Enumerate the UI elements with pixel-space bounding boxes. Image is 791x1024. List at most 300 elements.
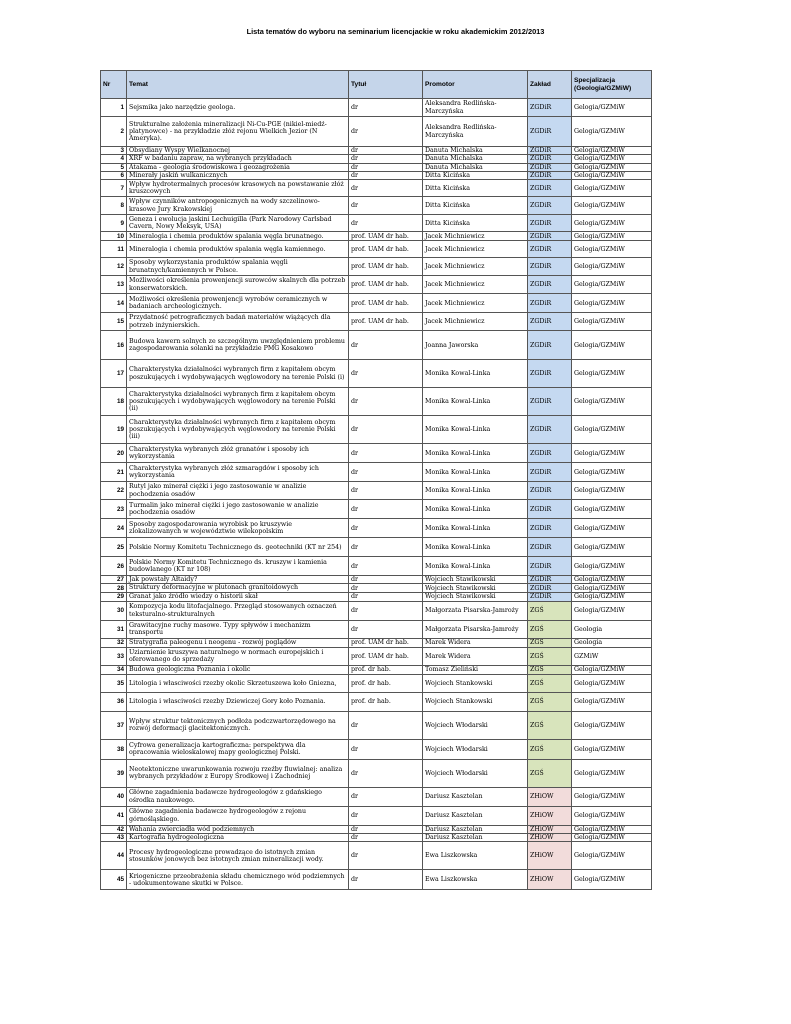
row-temat: Budowa geologiczna Poznania i okolic xyxy=(127,665,349,674)
row-nr: 33 xyxy=(101,647,127,665)
table-row xyxy=(101,538,652,557)
row-nr: 39 xyxy=(101,759,127,787)
table-row xyxy=(101,584,652,592)
row-tytul: dr xyxy=(349,500,423,519)
row-nr: 5 xyxy=(101,163,127,171)
row-temat: Mineralogia i chemia produktów spalania węgla brunatnego. xyxy=(127,232,349,241)
row-zaklad: ZGDiR xyxy=(528,197,572,215)
row-specjalizacja: Gelogia/GZMiW xyxy=(572,463,652,482)
row-promotor: Ewa Liszkowska xyxy=(423,870,528,890)
row-zaklad: ZGDiR xyxy=(528,416,572,444)
row-specjalizacja: Gelogia/GZMiW xyxy=(572,692,652,711)
row-specjalizacja: Gelogia/GZMiW xyxy=(572,331,652,360)
row-nr: 14 xyxy=(101,294,127,313)
table-row xyxy=(101,197,652,215)
table-row xyxy=(101,825,652,833)
table-row xyxy=(101,360,652,388)
row-promotor: Dariusz Kasztelan xyxy=(423,806,528,825)
row-nr: 2 xyxy=(101,117,127,147)
row-zaklad: ZGŚ xyxy=(528,692,572,711)
row-nr: 8 xyxy=(101,197,127,215)
row-promotor: Monika Kowal-Linka xyxy=(423,360,528,388)
row-temat: Przydatność petrograficznych badań materiałów wiążących dla potrzeb inżynierskich. xyxy=(127,313,349,331)
row-nr: 4 xyxy=(101,155,127,163)
table-row xyxy=(101,739,652,759)
row-promotor: Wojciech Stawikowski xyxy=(423,584,528,592)
row-specjalizacja: Gelogia/GZMiW xyxy=(572,842,652,870)
row-zaklad: ZHiOW xyxy=(528,787,572,806)
table-row xyxy=(101,276,652,294)
row-tytul: prof. UAM dr hab. xyxy=(349,638,423,647)
row-specjalizacja: Gelogia/GZMiW xyxy=(572,99,652,117)
table-row xyxy=(101,692,652,711)
row-specjalizacja: Gelogia/GZMiW xyxy=(572,538,652,557)
row-nr: 35 xyxy=(101,674,127,692)
row-temat: Wpływ hydrotermalnych procesów krasowych na powstawanie złóż kruszcowych xyxy=(127,180,349,197)
row-tytul: prof. UAM dr hab. xyxy=(349,294,423,313)
row-zaklad: ZGDiR xyxy=(528,117,572,147)
row-temat: Strukturalne założenia mineralizacji Ni-Cu-PGE (nikiel-miedź-platynowce) - na przykładzie złóż rejonu Wielkich Jezior (N Ameryka). xyxy=(127,117,349,147)
row-nr: 41 xyxy=(101,806,127,825)
table-row xyxy=(101,665,652,674)
row-zaklad: ZGŚ xyxy=(528,638,572,647)
row-specjalizacja: Gelogia/GZMiW xyxy=(572,711,652,739)
row-promotor: Dariusz Kasztelan xyxy=(423,834,528,842)
row-temat: Polskie Normy Komitetu Technicznego ds. kruszyw i kamienia budowlanego (KT nr 108) xyxy=(127,557,349,576)
row-zaklad: ZGDiR xyxy=(528,444,572,463)
row-zaklad: ZGDiR xyxy=(528,313,572,331)
row-nr: 1 xyxy=(101,99,127,117)
row-nr: 6 xyxy=(101,171,127,179)
row-temat: Wpływ struktur tektonicznych podłoża podczwartorzędowego na rozwój deformacji glacitektonicznych. xyxy=(127,711,349,739)
table-row xyxy=(101,163,652,171)
table-row xyxy=(101,241,652,258)
row-specjalizacja: Gelogia/GZMiW xyxy=(572,388,652,416)
row-specjalizacja: Gelogia/GZMiW xyxy=(572,834,652,842)
row-temat: Granat jako źródło wiedzy o historii skał xyxy=(127,592,349,601)
row-specjalizacja: Gelogia/GZMiW xyxy=(572,576,652,584)
row-temat: Możliwości określenia prowenjencji surowców skalnych dla potrzeb konserwatorskich. xyxy=(127,276,349,294)
row-tytul: dr xyxy=(349,99,423,117)
row-temat: Kartografia hydrogeologiczna xyxy=(127,834,349,842)
row-specjalizacja: Gelogia/GZMiW xyxy=(572,294,652,313)
row-specjalizacja: Gelogia/GZMiW xyxy=(572,519,652,538)
row-promotor: Ewa Liszkowska xyxy=(423,842,528,870)
row-specjalizacja: Gelogia/GZMiW xyxy=(572,665,652,674)
row-specjalizacja: Gelogia/GZMiW xyxy=(572,313,652,331)
table-row xyxy=(101,482,652,500)
row-tytul: dr xyxy=(349,388,423,416)
row-temat: Sposoby wykorzystania produktów spalania węgli brunatnych/kamiennych w Polsce. xyxy=(127,258,349,276)
row-tytul: dr xyxy=(349,117,423,147)
table-row xyxy=(101,180,652,197)
row-specjalizacja: Gelogia/GZMiW xyxy=(572,258,652,276)
row-tytul: dr xyxy=(349,331,423,360)
row-specjalizacja: Gelogia/GZMiW xyxy=(572,215,652,232)
table-row xyxy=(101,620,652,638)
row-temat: Procesy hydrogeologiczne prowadzące do istotnych zmian stosunków jonowych bez istotnych zmian mineralizacji wody. xyxy=(127,842,349,870)
table-row xyxy=(101,870,652,890)
row-tytul: dr xyxy=(349,147,423,155)
row-zaklad: ZGDiR xyxy=(528,519,572,538)
table-row xyxy=(101,294,652,313)
row-promotor: Jacek Michniewicz xyxy=(423,313,528,331)
row-specjalizacja: Gelogia/GZMiW xyxy=(572,601,652,620)
row-specjalizacja: Gelogia/GZMiW xyxy=(572,584,652,592)
row-promotor: Ditta Kicińska xyxy=(423,171,528,179)
table-row xyxy=(101,171,652,179)
row-tytul: dr xyxy=(349,842,423,870)
row-nr: 36 xyxy=(101,692,127,711)
row-specjalizacja: Geologia xyxy=(572,620,652,638)
row-zaklad: ZGDiR xyxy=(528,294,572,313)
row-nr: 40 xyxy=(101,787,127,806)
row-nr: 17 xyxy=(101,360,127,388)
row-specjalizacja: Geologia xyxy=(572,638,652,647)
row-promotor: Jacek Michniewicz xyxy=(423,258,528,276)
row-specjalizacja: Gelogia/GZMiW xyxy=(572,825,652,833)
row-specjalizacja: Gelogia/GZMiW xyxy=(572,147,652,155)
row-specjalizacja: Gelogia/GZMiW xyxy=(572,163,652,171)
row-tytul: dr xyxy=(349,215,423,232)
row-temat: Mineralogia i chemia produktów spalania węgla kamiennego. xyxy=(127,241,349,258)
row-zaklad: ZGDiR xyxy=(528,258,572,276)
row-tytul: dr xyxy=(349,787,423,806)
table-row xyxy=(101,99,652,117)
row-promotor: Monika Kowal-Linka xyxy=(423,416,528,444)
row-promotor: Monika Kowal-Linka xyxy=(423,557,528,576)
row-zaklad: ZGDiR xyxy=(528,163,572,171)
row-specjalizacja: Gelogia/GZMiW xyxy=(572,416,652,444)
row-specjalizacja: Gelogia/GZMiW xyxy=(572,557,652,576)
row-tytul: dr xyxy=(349,360,423,388)
row-promotor: Jacek Michniewicz xyxy=(423,276,528,294)
row-nr: 29 xyxy=(101,592,127,601)
topics-table xyxy=(100,70,652,890)
row-zaklad: ZGŚ xyxy=(528,665,572,674)
row-specjalizacja: Gelogia/GZMiW xyxy=(572,500,652,519)
page-title: Lista tematów do wyboru na seminarium licencjackie w roku akademickim 2012/2013 xyxy=(246,27,545,36)
header-tytul: Tytuł xyxy=(349,71,423,99)
row-specjalizacja: Gelogia/GZMiW xyxy=(572,592,652,601)
table-row xyxy=(101,834,652,842)
row-nr: 26 xyxy=(101,557,127,576)
row-specjalizacja: Gelogia/GZMiW xyxy=(572,180,652,197)
table-row xyxy=(101,117,652,147)
row-tytul: dr xyxy=(349,806,423,825)
row-promotor: Aleksandra Redlińska-Marczyńska xyxy=(423,99,528,117)
row-nr: 19 xyxy=(101,416,127,444)
row-zaklad: ZGDiR xyxy=(528,180,572,197)
row-promotor: Monika Kowal-Linka xyxy=(423,500,528,519)
row-zaklad: ZGDiR xyxy=(528,276,572,294)
row-promotor: Monika Kowal-Linka xyxy=(423,482,528,500)
row-tytul: dr xyxy=(349,739,423,759)
row-promotor: Danuta Michalska xyxy=(423,147,528,155)
row-zaklad: ZGDiR xyxy=(528,99,572,117)
table-row xyxy=(101,500,652,519)
row-tytul: dr xyxy=(349,825,423,833)
row-promotor: Wojciech Stawikowski xyxy=(423,576,528,584)
row-zaklad: ZGDiR xyxy=(528,171,572,179)
row-zaklad: ZHiOW xyxy=(528,870,572,890)
row-specjalizacja: GZMiW xyxy=(572,647,652,665)
row-zaklad: ZGDiR xyxy=(528,538,572,557)
table-row xyxy=(101,258,652,276)
row-promotor: Monika Kowal-Linka xyxy=(423,444,528,463)
row-nr: 24 xyxy=(101,519,127,538)
row-temat: Turmalin jako minerał ciężki i jego zastosowanie w analizie pochodzenia osadów xyxy=(127,500,349,519)
row-temat: Charakterystyka działalności wybranych firm z kapitałem obcym poszukujących i wydobywających węglowodory na terenie Polski (ii) xyxy=(127,388,349,416)
row-promotor: Wojciech Włodarski xyxy=(423,739,528,759)
row-nr: 31 xyxy=(101,620,127,638)
row-nr: 25 xyxy=(101,538,127,557)
row-promotor: Monika Kowal-Linka xyxy=(423,519,528,538)
row-temat: Uziarnienie kruszywa naturalnego w normach europejskich i oferowanego do sprzedaży xyxy=(127,647,349,665)
row-temat: Atakama - geologia środowiskowa i geozagrożenia xyxy=(127,163,349,171)
row-temat: Wahania zwierciadła wód podziemnych xyxy=(127,825,349,833)
row-temat: Budowa kawern solnych ze szczególnym uwzględnieniem problemu zagospodarowania solanki na przykładzie PMG Kosakowo xyxy=(127,331,349,360)
row-temat: Litologia i własciwości rzezby Dziewiczej Gory koło Poznania. xyxy=(127,692,349,711)
row-tytul: dr xyxy=(349,416,423,444)
row-nr: 15 xyxy=(101,313,127,331)
table-row xyxy=(101,232,652,241)
row-nr: 43 xyxy=(101,834,127,842)
row-promotor: Monika Kowal-Linka xyxy=(423,463,528,482)
row-zaklad: ZGDiR xyxy=(528,576,572,584)
row-promotor: Dariusz Kasztelan xyxy=(423,787,528,806)
row-nr: 3 xyxy=(101,147,127,155)
row-tytul: prof. UAM dr hab. xyxy=(349,232,423,241)
row-tytul: dr xyxy=(349,711,423,739)
row-zaklad: ZHiOW xyxy=(528,806,572,825)
header-specjalizacja: Specjalizacja (Geologia/GZMiW) xyxy=(572,71,652,99)
row-tytul: prof. dr hab. xyxy=(349,665,423,674)
row-nr: 38 xyxy=(101,739,127,759)
row-promotor: Ditta Kicińska xyxy=(423,197,528,215)
row-temat: Minerały jaskiń wulkanicznych xyxy=(127,171,349,179)
header-nr: Nr xyxy=(101,71,127,99)
row-nr: 20 xyxy=(101,444,127,463)
row-zaklad: ZGDiR xyxy=(528,500,572,519)
row-promotor: Jacek Michniewicz xyxy=(423,232,528,241)
row-zaklad: ZGŚ xyxy=(528,711,572,739)
table-row xyxy=(101,806,652,825)
row-tytul: dr xyxy=(349,463,423,482)
row-promotor: Ditta Kicińska xyxy=(423,215,528,232)
table-row xyxy=(101,842,652,870)
row-temat: Kriogeniczne przeobrażenia składu chemicznego wód podziemnych - udokumentowane skutki w Polsce. xyxy=(127,870,349,890)
row-promotor: Monika Kowal-Linka xyxy=(423,538,528,557)
row-specjalizacja: Gelogia/GZMiW xyxy=(572,482,652,500)
row-specjalizacja: Gelogia/GZMiW xyxy=(572,870,652,890)
table-row xyxy=(101,147,652,155)
row-tytul: dr xyxy=(349,576,423,584)
row-nr: 34 xyxy=(101,665,127,674)
row-tytul: dr xyxy=(349,870,423,890)
row-promotor: Danuta Michalska xyxy=(423,155,528,163)
table-row xyxy=(101,331,652,360)
header-temat: Temat xyxy=(127,71,349,99)
row-promotor: Wojciech Stankowski xyxy=(423,674,528,692)
row-tytul: dr xyxy=(349,444,423,463)
table-row xyxy=(101,601,652,620)
table-row xyxy=(101,557,652,576)
row-temat: Litologia i własciwości rzezby okolic Skrzetuszewa koło Gniezna, xyxy=(127,674,349,692)
row-specjalizacja: Gelogia/GZMiW xyxy=(572,759,652,787)
row-promotor: Wojciech Stawikowski xyxy=(423,592,528,601)
row-tytul: dr xyxy=(349,519,423,538)
table-header-row xyxy=(101,71,652,99)
row-zaklad: ZGDiR xyxy=(528,155,572,163)
table-row xyxy=(101,787,652,806)
row-promotor: Marek Widera xyxy=(423,647,528,665)
row-nr: 21 xyxy=(101,463,127,482)
row-specjalizacja: Gelogia/GZMiW xyxy=(572,171,652,179)
row-specjalizacja: Gelogia/GZMiW xyxy=(572,155,652,163)
row-specjalizacja: Gelogia/GZMiW xyxy=(572,276,652,294)
row-temat: Sposoby zagospodarowania wyrobisk po kruszywie zlokalizowanych w województwie wilekopolskim xyxy=(127,519,349,538)
row-temat: Główne zagadnienia badawcze hydrogeologów z rejonu górnośląskiego. xyxy=(127,806,349,825)
row-tytul: prof. UAM dr hab. xyxy=(349,647,423,665)
row-promotor: Wojciech Włodarski xyxy=(423,759,528,787)
row-promotor: Dariusz Kasztelan xyxy=(423,825,528,833)
header-promotor: Promotor xyxy=(423,71,528,99)
row-nr: 22 xyxy=(101,482,127,500)
row-zaklad: ZGŚ xyxy=(528,620,572,638)
row-temat: XRF w badaniu zapraw, na wybranych przykładach xyxy=(127,155,349,163)
row-nr: 23 xyxy=(101,500,127,519)
row-tytul: dr xyxy=(349,197,423,215)
row-tytul: dr xyxy=(349,592,423,601)
table-row xyxy=(101,444,652,463)
row-temat: Kompozycja kodu litofacjalnego. Przegląd stosowanych oznaczeń teksturalno-strukturalnych xyxy=(127,601,349,620)
row-temat: Stratygrafia paleogenu i neogenu - rozwój poglądów xyxy=(127,638,349,647)
row-specjalizacja: Gelogia/GZMiW xyxy=(572,360,652,388)
row-nr: 11 xyxy=(101,241,127,258)
row-tytul: prof. UAM dr hab. xyxy=(349,276,423,294)
row-specjalizacja: Gelogia/GZMiW xyxy=(572,806,652,825)
row-temat: Rutyl jako minerał ciężki i jego zastosowanie w analizie pochodzenia osadów xyxy=(127,482,349,500)
table-row xyxy=(101,155,652,163)
row-nr: 9 xyxy=(101,215,127,232)
row-zaklad: ZHiOW xyxy=(528,834,572,842)
row-zaklad: ZGDiR xyxy=(528,147,572,155)
row-zaklad: ZGDiR xyxy=(528,388,572,416)
table-row xyxy=(101,592,652,601)
row-tytul: dr xyxy=(349,155,423,163)
row-temat: Obsydiany Wyspy Wielkanocnej xyxy=(127,147,349,155)
row-tytul: prof. UAM dr hab. xyxy=(349,313,423,331)
row-specjalizacja: Gelogia/GZMiW xyxy=(572,241,652,258)
row-temat: Struktury deformacyjne w plutonach granitoidowych xyxy=(127,584,349,592)
row-promotor: Marek Widera xyxy=(423,638,528,647)
row-promotor: Tomasz Zieliński xyxy=(423,665,528,674)
row-nr: 30 xyxy=(101,601,127,620)
row-zaklad: ZGŚ xyxy=(528,647,572,665)
table-row xyxy=(101,463,652,482)
row-promotor: Małgorzata Pisarska-Jamroży xyxy=(423,620,528,638)
row-tytul: prof. UAM dr hab. xyxy=(349,258,423,276)
row-zaklad: ZGDiR xyxy=(528,463,572,482)
row-zaklad: ZGDiR xyxy=(528,241,572,258)
row-temat: Sejsmika jako narzędzie geologa. xyxy=(127,99,349,117)
row-zaklad: ZGŚ xyxy=(528,601,572,620)
row-zaklad: ZGDiR xyxy=(528,331,572,360)
row-promotor: Monika Kowal-Linka xyxy=(423,388,528,416)
table-row xyxy=(101,759,652,787)
row-zaklad: ZGDiR xyxy=(528,482,572,500)
table-row xyxy=(101,711,652,739)
row-temat: Jak powstały Ałtaidy? xyxy=(127,576,349,584)
table-row xyxy=(101,519,652,538)
row-tytul: dr xyxy=(349,620,423,638)
table-body xyxy=(101,99,652,890)
row-nr: 12 xyxy=(101,258,127,276)
row-specjalizacja: Gelogia/GZMiW xyxy=(572,787,652,806)
row-nr: 18 xyxy=(101,388,127,416)
row-nr: 42 xyxy=(101,825,127,833)
row-tytul: dr xyxy=(349,834,423,842)
row-tytul: dr xyxy=(349,538,423,557)
row-specjalizacja: Gelogia/GZMiW xyxy=(572,232,652,241)
row-temat: Wpływ czynników antropogenicznych na wody szczelinowo-krasowe Jury Krakowskiej xyxy=(127,197,349,215)
table-row xyxy=(101,388,652,416)
row-temat: Neotektoniczne uwarunkowania rozwoju rzeźby fluwialnej: analiza wybranych przykładów z Europy Środkowej i Zachodniej xyxy=(127,759,349,787)
row-nr: 28 xyxy=(101,584,127,592)
row-temat: Możliwości określenia prowenjencji wyrobów ceramicznych w badaniach archeologicznych. xyxy=(127,294,349,313)
row-tytul: prof. dr hab. xyxy=(349,674,423,692)
row-promotor: Małgorzata Pisarska-Jamroży xyxy=(423,601,528,620)
table-row xyxy=(101,416,652,444)
row-zaklad: ZHiOW xyxy=(528,825,572,833)
row-tytul: dr xyxy=(349,180,423,197)
row-tytul: dr xyxy=(349,163,423,171)
row-promotor: Joanna Jaworska xyxy=(423,331,528,360)
row-promotor: Jacek Michniewicz xyxy=(423,241,528,258)
row-tytul: prof. UAM dr hab. xyxy=(349,241,423,258)
row-tytul: dr xyxy=(349,482,423,500)
row-zaklad: ZGDiR xyxy=(528,584,572,592)
row-nr: 7 xyxy=(101,180,127,197)
row-specjalizacja: Gelogia/GZMiW xyxy=(572,117,652,147)
row-specjalizacja: Gelogia/GZMiW xyxy=(572,197,652,215)
table-row xyxy=(101,674,652,692)
row-temat: Główne zagadnienia badawcze hydrogeologów z gdańskiego ośrodka naukowego. xyxy=(127,787,349,806)
table-row xyxy=(101,576,652,584)
row-tytul: dr xyxy=(349,171,423,179)
row-promotor: Wojciech Włodarski xyxy=(423,711,528,739)
row-zaklad: ZGŚ xyxy=(528,759,572,787)
row-zaklad: ZGŚ xyxy=(528,739,572,759)
row-specjalizacja: Gelogia/GZMiW xyxy=(572,444,652,463)
row-nr: 44 xyxy=(101,842,127,870)
row-nr: 32 xyxy=(101,638,127,647)
row-promotor: Aleksandra Redlińska-Marczyńska xyxy=(423,117,528,147)
row-temat: Polskie Normy Komitetu Technicznego ds. geotechniki (KT nr 254) xyxy=(127,538,349,557)
row-tytul: dr xyxy=(349,759,423,787)
row-temat: Grawitacyjne ruchy masowe. Typy spływów i mechanizm transportu xyxy=(127,620,349,638)
row-tytul: prof. dr hab. xyxy=(349,692,423,711)
row-temat: Charakterystyka działalności wybranych firm z kapitałem obcym poszukujących i wydobywających węglowodory na terenie Polski (i) xyxy=(127,360,349,388)
row-promotor: Danuta Michalska xyxy=(423,163,528,171)
row-temat: Charakterystyka wybranych złóż granatów i sposoby ich wykorzystania xyxy=(127,444,349,463)
row-zaklad: ZHiOW xyxy=(528,842,572,870)
row-promotor: Wojciech Stankowski xyxy=(423,692,528,711)
table-row xyxy=(101,215,652,232)
row-temat: Charakterystyka działalności wybranych firm z kapitałem obcym poszukujących i wydobywających węglowodory na terenie Polski (iii) xyxy=(127,416,349,444)
row-nr: 37 xyxy=(101,711,127,739)
